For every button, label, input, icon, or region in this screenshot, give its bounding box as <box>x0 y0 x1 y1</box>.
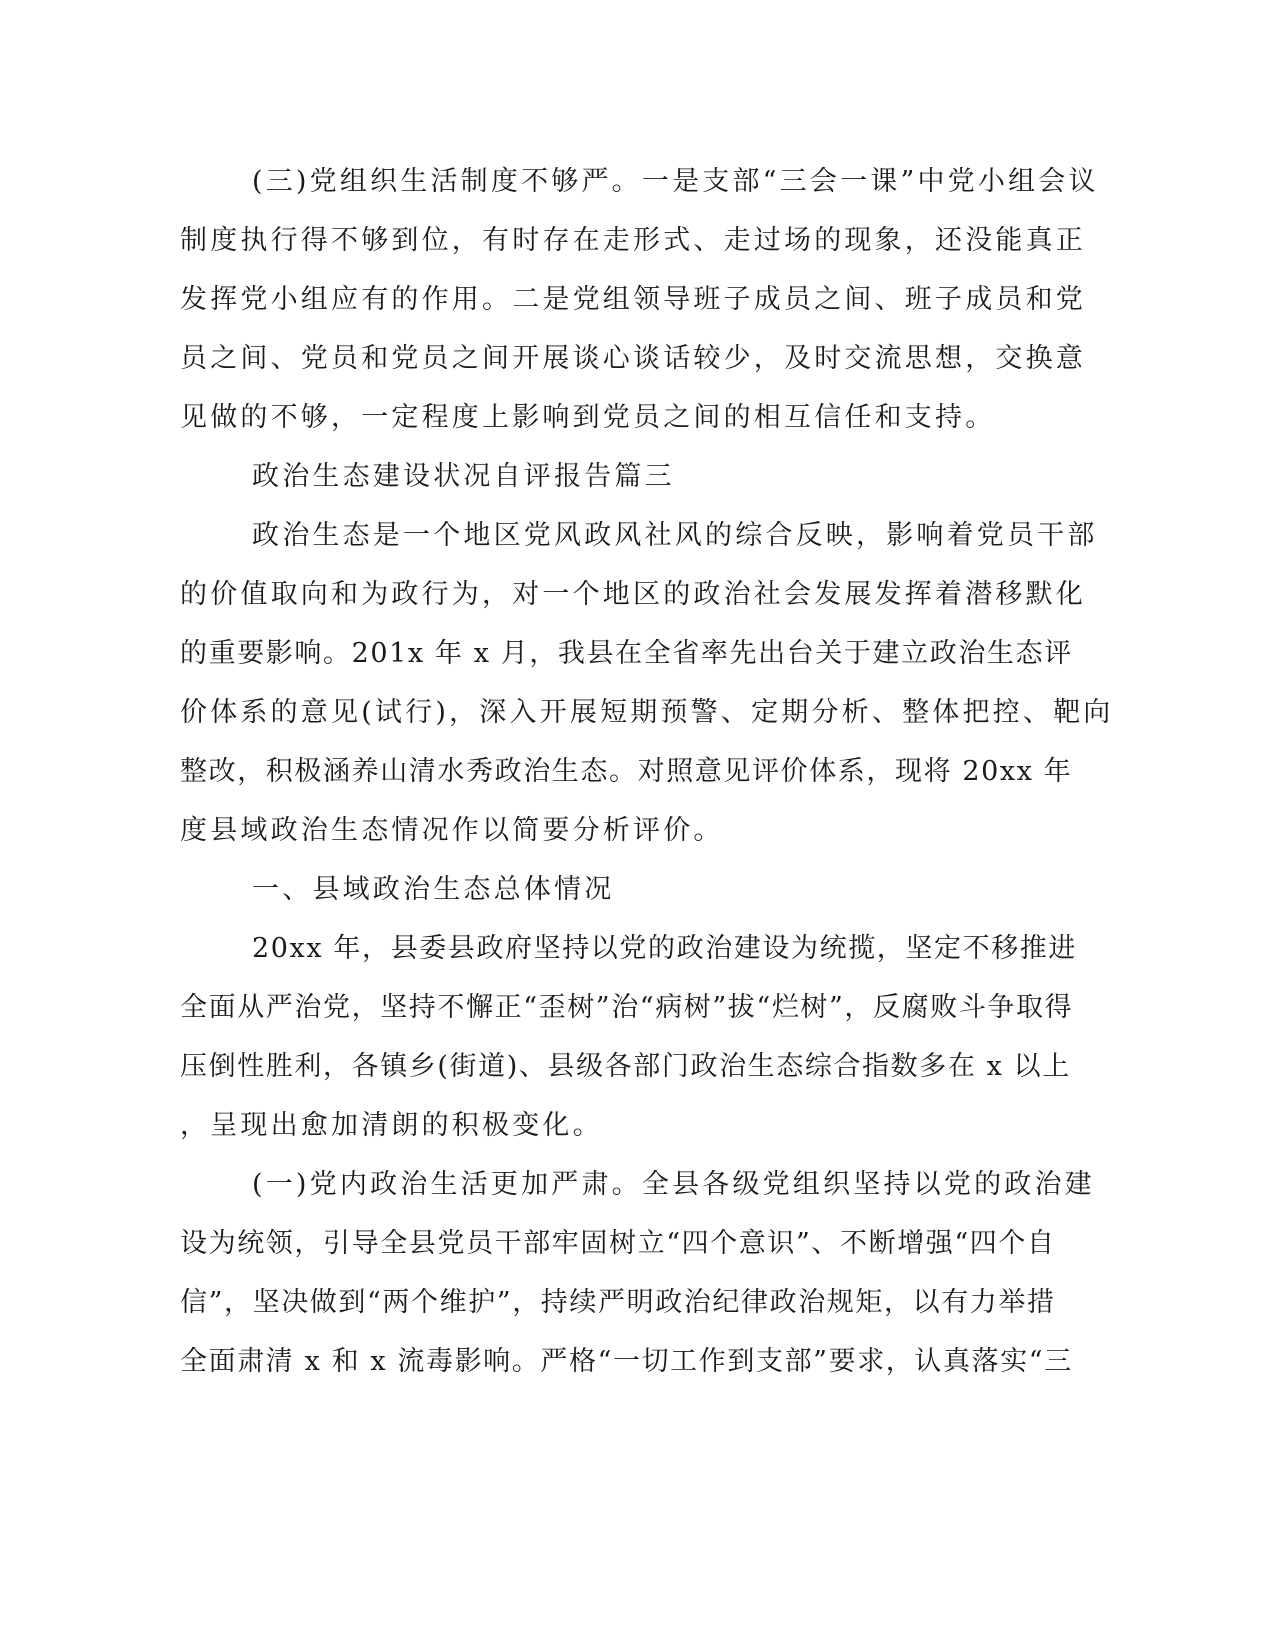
document-body <box>180 152 1114 1391</box>
paragraph-line: 政治生态是一个地区党风政风社风的综合反映，影响着党员干部 <box>252 520 1098 551</box>
paragraph-line: 压倒性胜利，各镇乡(街道)、县级各部门政治生态综合指数多在 x 以上 <box>180 1051 1071 1082</box>
paragraph-line: ，呈现出愈加清朗的积极变化。 <box>180 1110 603 1141</box>
paragraph-line: 的重要影响。201x 年 x 月，我县在全省率先出台关于建立政治生态评 <box>180 638 1073 669</box>
section-heading: 一、县域政治生态总体情况 <box>252 874 615 905</box>
paragraph-line: 制度执行得不够到位，有时存在走形式、走过场的现象，还没能真正 <box>180 225 1086 256</box>
paragraph-line: 价体系的意见(试行)，深入开展短期预警、定期分析、整体把控、靶向 <box>180 697 1114 728</box>
paragraph-line: 设为统领，引导全县党员干部牢固树立“四个意识”、不断增强“四个自 <box>180 1228 1056 1259</box>
paragraph-line: 全面肃清 x 和 x 流毒影响。严格“一切工作到支部”要求，认真落实“三 <box>180 1346 1073 1377</box>
paragraph-line: 全面从严治党，坚持不懈正“歪树”治“病树”拔“烂树”，反腐败斗争取得 <box>180 992 1074 1023</box>
paragraph-line: 度县域政治生态情况作以简要分析评价。 <box>180 815 724 846</box>
paragraph-line: 员之间、党员和党员之间开展谈心谈话较少，及时交流思想，交换意 <box>180 343 1086 374</box>
section-heading: 政治生态建设状况自评报告篇三 <box>252 461 675 492</box>
paragraph-line: 信”，坚决做到“两个维护”，持续严明政治纪律政治规矩，以有力举措 <box>180 1287 1056 1318</box>
paragraph-line: 发挥党小组应有的作用。二是党组领导班子成员之间、班子成员和党 <box>180 284 1086 315</box>
paragraph-line: (一)党内政治生活更加严肃。全县各级党组织坚持以党的政治建 <box>252 1169 1095 1200</box>
paragraph-line: 整改，积极涵养山清水秀政治生态。对照意见评价体系，现将 20xx 年 <box>180 756 1073 787</box>
paragraph-line: 的价值取向和为政行为，对一个地区的政治社会发展发挥着潜移默化 <box>180 579 1086 610</box>
paragraph-line: (三)党组织生活制度不够严。一是支部“三会一课”中党小组会议 <box>252 166 1099 197</box>
paragraph-line: 见做的不够，一定程度上影响到党员之间的相互信任和支持。 <box>180 402 996 433</box>
paragraph-line: 20xx 年，县委县政府坚持以党的政治建设为统揽，坚定不移推进 <box>252 933 1077 964</box>
